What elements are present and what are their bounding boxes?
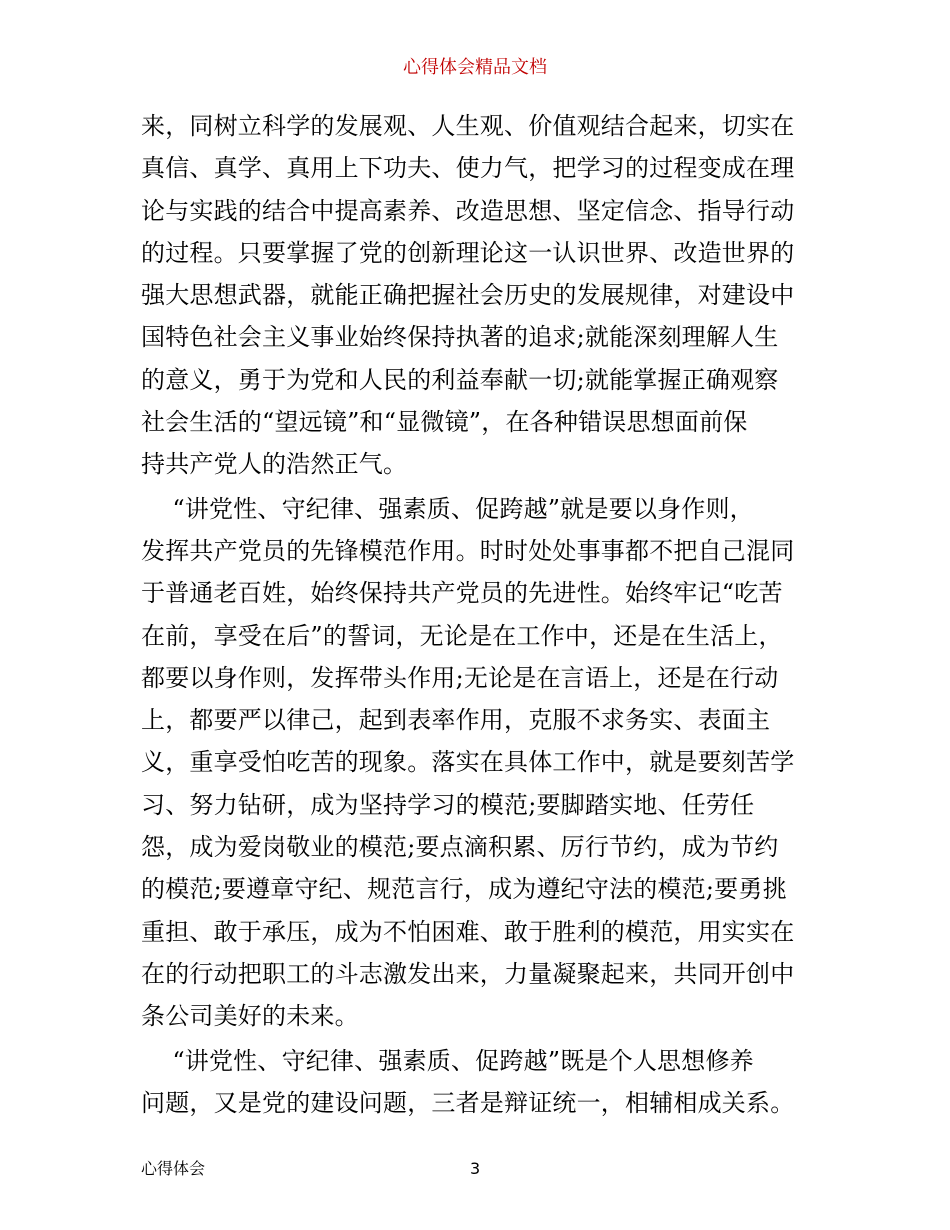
paragraph-2: [141, 488, 813, 1038]
text-line: 发挥共产党员的先锋模范作用。时时处处事事都不把自己混同: [141, 536, 795, 565]
text-line: 习、努力钻研，成为坚持学习的模范;要脚踏实地、任劳任: [141, 790, 755, 819]
page-footer: [141, 1157, 813, 1181]
text-line: 问题，又是党的建设问题，三者是辩证统一，相辅相成关系。: [141, 1088, 795, 1117]
paragraph-1: [141, 105, 813, 486]
page-header-title: 心得体会精品文档: [403, 57, 547, 78]
text-line: 条公司美好的未来。: [141, 1002, 359, 1031]
text-line: 的过程。只要掌握了党的创新理论这一认识世界、改造世界的: [141, 238, 795, 267]
text-line: 义，重享受怕吃苦的现象。落实在具体工作中，就是要刻苦学: [141, 748, 795, 777]
text-line: “讲党性、守纪律、强素质、促跨越”既是个人思想修养: [141, 1046, 754, 1075]
text-line: 社会生活的“望远镜”和“显微镜”，在各种错误思想面前保: [141, 408, 748, 437]
footer-label: 心得体会: [141, 1159, 206, 1178]
text-line: 怨，成为爱岗敬业的模范;要点滴积累、厉行节约，成为节约: [141, 833, 779, 862]
text-line: 在的行动把职工的斗志激发出来，力量凝聚起来，共同开创中: [141, 959, 795, 988]
text-line: 都要以身作则，发挥带头作用;无论是在言语上，还是在行动: [141, 663, 779, 692]
text-line: 的模范;要遵章守纪、规范言行，成为遵纪守法的模范;要勇挑: [141, 875, 787, 904]
text-line: 的意义，勇于为党和人民的利益奉献一切;就能掌握正确观察: [141, 365, 779, 394]
text-line: 持共产党人的浩然正气。: [141, 450, 408, 479]
text-line: 在前，享受在后”的誓词，无论是在工作中，还是在生活上，: [141, 621, 783, 650]
page-number: 3: [470, 1159, 481, 1178]
text-line: 于普通老百姓，始终保持共产党员的先进性。始终牢记“吃苦: [141, 579, 783, 608]
document-body: [141, 105, 813, 1124]
text-line: “讲党性、守纪律、强素质、促跨越”就是要以身作则，: [141, 494, 754, 523]
text-line: 强大思想武器，就能正确把握社会历史的发展规律，对建设中: [141, 281, 795, 310]
text-line: 论与实践的结合中提高素养、改造思想、坚定信念、指导行动: [141, 196, 795, 225]
text-line: 国特色社会主义事业始终保持执著的追求;就能深刻理解人生: [141, 323, 779, 352]
text-line: 上，都要严以律己，起到表率作用，克服不求务实、表面主: [141, 706, 771, 735]
text-line: 来，同树立科学的发展观、人生观、价值观结合起来，切实在: [141, 112, 795, 140]
text-line: 真信、真学、真用上下功夫、使力气，把学习的过程变成在理: [141, 154, 795, 183]
text-line: 重担、敢于承压，成为不怕困难、敢于胜利的模范，用实实在: [141, 917, 795, 946]
paragraph-3: [141, 1040, 813, 1125]
